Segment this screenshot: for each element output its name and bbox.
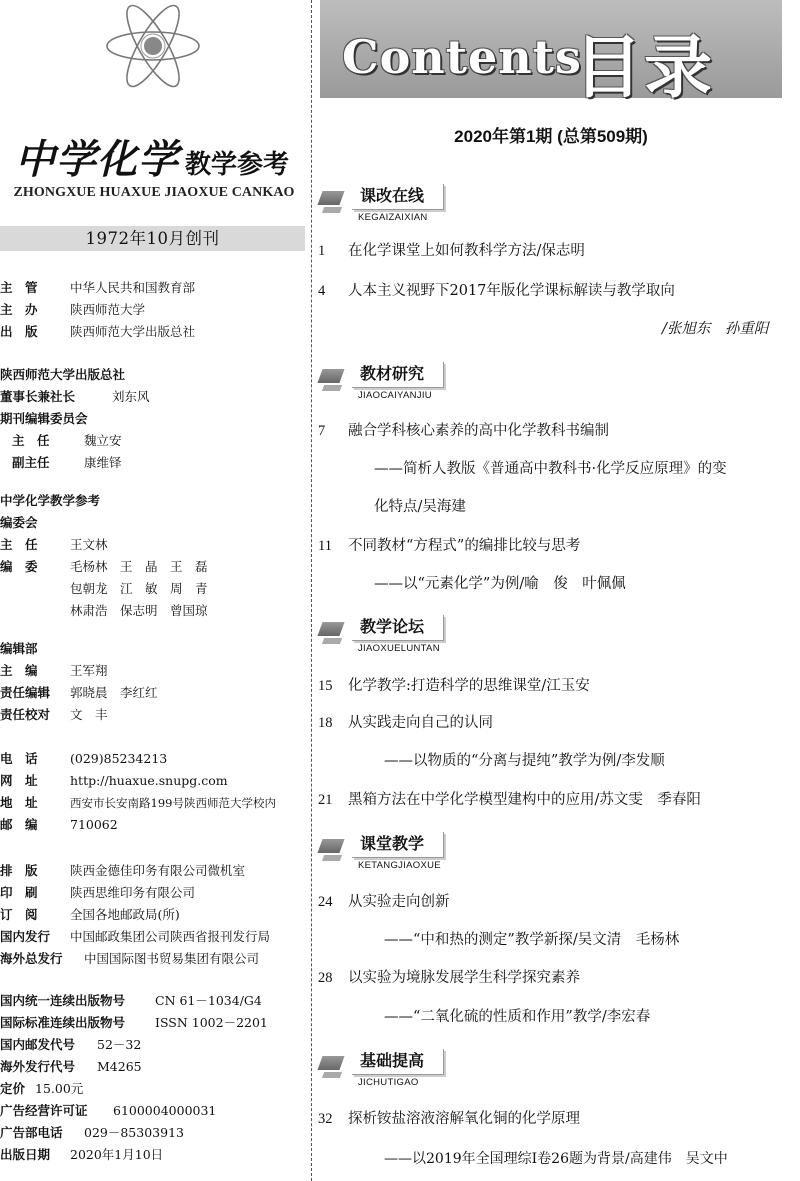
article-title: 从实验走向创新 [348, 894, 450, 910]
info-row: 董事长兼社长 刘东风 [0, 389, 150, 404]
info-row: 订 阅 全国各地邮政局(所) [0, 907, 180, 922]
publication-numbers-block [0, 990, 305, 1166]
editorial-board-block [0, 490, 305, 622]
info-row: 出 版 陕西师范大学出版总社 [0, 324, 196, 339]
logo-sub-text: 教学参考 [185, 150, 290, 180]
info-row: 网 址 http://huaxue.snupg.com [0, 773, 228, 788]
printing-block [0, 860, 305, 970]
info-row: 主 编 王军翔 [0, 663, 108, 678]
toc-entry[interactable] [318, 791, 788, 809]
section-heading: 陕西师范大学出版总社 [0, 367, 126, 382]
contact-block [0, 748, 305, 836]
section-marker-icon [317, 839, 344, 853]
article-subtitle: ——“中和热的测定”教学新探/吴文清 毛杨林 [384, 932, 680, 948]
section-pinyin: JIAOCAIYANJIU [358, 390, 432, 401]
toc-entry[interactable] [318, 969, 788, 987]
banner-title-en: Contents [342, 30, 582, 84]
article-title: 不同教材“方程式”的编排比较与思考 [348, 538, 581, 554]
article-title: 探析铵盐溶液溶解氧化铜的化学原理 [348, 1111, 580, 1127]
article-title: 化学教学:打造科学的思维课堂/江玉安 [348, 678, 590, 694]
atom-icon [103, 0, 203, 92]
info-row: 林肃浩 保志明 曾国琼 [70, 603, 208, 618]
info-row: 主 任 魏立安 [12, 433, 122, 448]
editorial-dept-block [0, 638, 305, 726]
masthead-column [0, 0, 305, 1181]
section-header [320, 1046, 460, 1090]
info-row: 责任校对 文 丰 [0, 707, 108, 722]
section-title: 课改在线 [352, 184, 444, 210]
contents-banner [320, 0, 782, 108]
toc-entry[interactable] [318, 1110, 788, 1128]
info-row: 邮 编 710062 [0, 817, 118, 832]
info-row: 编 委 毛杨林 王 晶 王 磊 [0, 559, 208, 574]
article-author: /张旭东 孙重阳 [662, 321, 769, 337]
section-heading: 中学化学教学参考 [0, 493, 101, 508]
info-row: 国内邮发代号 52－32 [0, 1037, 142, 1052]
page-number: 11 [318, 538, 332, 554]
info-row: 副主任 康维铎 [12, 455, 122, 470]
page-number: 15 [318, 678, 333, 694]
founded-banner: 1972年10月创刊 [0, 226, 305, 251]
article-title: 融合学科核心素养的高中化学教科书编制 [348, 423, 609, 439]
info-row: 主 管 中华人民共和国教育部 [0, 280, 196, 295]
toc-entry[interactable] [318, 537, 788, 555]
page-number: 28 [318, 970, 333, 986]
toc-entry[interactable] [318, 893, 788, 911]
section-title: 课堂教学 [352, 832, 444, 858]
info-row: 责任编辑 郭晓晨 李红红 [0, 685, 158, 700]
logo-pinyin: ZHONGXUE HUAXUE JIAOXUE CANKAO [13, 185, 295, 200]
info-row: 排 版 陕西金德佳印务有限公司微机室 [0, 863, 246, 878]
info-row: 主 任 王文林 [0, 537, 108, 552]
section-marker-icon [317, 622, 344, 636]
page-number: 18 [318, 715, 333, 731]
info-row: 国内统一连续出版物号 CN 61－1034/G4 [0, 993, 262, 1008]
page-number: 32 [318, 1111, 333, 1127]
info-row: 定价 15.00元 [0, 1081, 84, 1096]
toc-entry[interactable] [318, 242, 788, 260]
article-title: 人本主义视野下2017年版化学课标解读与教学取向 [348, 283, 675, 299]
publisher-block [0, 277, 305, 343]
logo-main-text: 中学化学 [15, 136, 179, 183]
info-row: 出版日期 2020年1月10日 [0, 1147, 164, 1162]
article-subtitle: ——简析人教版《普通高中教科书·化学反应原理》的变 [374, 461, 727, 477]
info-row: 电 话 (029)85234213 [0, 751, 168, 766]
issue-number: 2020年第1期 (总第509期) [454, 127, 648, 146]
page-number: 1 [318, 243, 326, 259]
info-row: 国内发行 中国邮政集团公司陕西省报刊发行局 [0, 929, 271, 944]
section-pinyin: JICHUTIGAO [358, 1077, 419, 1088]
article-subtitle: 化特点/吴海建 [374, 499, 466, 515]
info-row: 主 办 陕西师范大学 [0, 302, 146, 317]
article-title: 从实践走向自己的认同 [348, 715, 493, 731]
section-title: 教学论坛 [352, 615, 444, 641]
toc-entry[interactable] [318, 282, 788, 300]
toc-entry[interactable] [318, 677, 788, 695]
article-subtitle: ——“二氧化硫的性质和作用”教学/李宏春 [384, 1009, 651, 1025]
info-row: 海外总发行 中国国际图书贸易集团有限公司 [0, 951, 260, 966]
section-header [320, 181, 460, 225]
toc-entry[interactable] [318, 422, 788, 440]
info-row: 广告经营许可证 6100004000031 [0, 1103, 217, 1118]
column-divider [311, 0, 312, 1181]
article-title: 在化学课堂上如何教科学方法/保志明 [348, 243, 585, 259]
section-title: 教材研究 [352, 362, 444, 388]
section-pinyin: JIAOXUELUNTAN [358, 643, 440, 654]
banner-title-cn: 目录 [574, 29, 715, 108]
section-header [320, 359, 460, 403]
section-heading: 期刊编辑委员会 [0, 411, 88, 426]
page-number: 4 [318, 283, 326, 299]
section-title: 基础提高 [352, 1049, 444, 1075]
section-marker-icon [317, 369, 344, 383]
article-title: 黑箱方法在中学化学模型建构中的应用/苏文雯 季春阳 [348, 792, 701, 808]
info-row: 印 刷 陕西思维印务有限公司 [0, 885, 196, 900]
page-number: 24 [318, 894, 333, 910]
section-marker-icon [317, 1056, 344, 1070]
toc-entry[interactable] [318, 714, 788, 732]
article-subtitle: ——以“元素化学”为例/喻 俊 叶佩佩 [374, 576, 626, 592]
section-pinyin: KEGAIZAIXIAN [358, 212, 428, 223]
section-marker-icon [317, 191, 344, 205]
article-subtitle: ——以物质的“分离与提纯”教学为例/李发顺 [384, 753, 665, 769]
journal-logo [15, 128, 305, 184]
article-subtitle: ——以2019年全国理综Ⅰ卷26题为背景/高建伟 吴文中 [384, 1151, 728, 1167]
page-number: 21 [318, 792, 333, 808]
press-block [0, 364, 305, 474]
section-heading: 编辑部 [0, 641, 38, 656]
article-title: 以实验为境脉发展学生科学探究素养 [348, 970, 580, 986]
section-header [320, 612, 460, 656]
info-row: 海外发行代号 M4265 [0, 1059, 142, 1074]
info-row: 国际标准连续出版物号 ISSN 1002－2201 [0, 1015, 268, 1030]
page-number: 7 [318, 423, 326, 439]
section-pinyin: KETANGJIAOXUE [358, 860, 441, 871]
info-row: 地 址 西安市长安南路199号陕西师范大学校内 [0, 795, 276, 810]
section-heading: 编委会 [0, 515, 38, 530]
info-row: 包朝龙 江 敏 周 青 [70, 581, 208, 596]
section-header [320, 829, 460, 873]
info-row: 广告部电话 029－85303913 [0, 1125, 184, 1140]
